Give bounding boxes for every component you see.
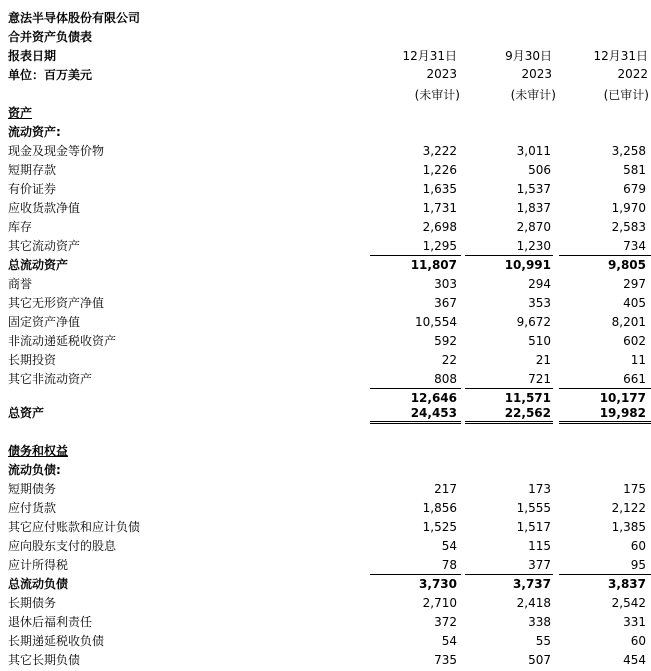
table-row	[0, 537, 651, 556]
cell-value: 95	[630, 558, 646, 572]
cell-value: 1,970	[611, 201, 646, 215]
cell-value: 55	[535, 634, 551, 648]
unit-label: 单位：百万美元	[8, 68, 93, 82]
row-label: 其它应付账款和应计负债	[8, 520, 141, 534]
cell-value: 10,991	[504, 258, 551, 272]
subtotal-rule	[370, 388, 461, 389]
cell-value: 592	[434, 334, 457, 348]
row-label: 短期债务	[8, 482, 57, 496]
row-label: 总流动资产	[8, 258, 69, 272]
cell-value: 1,555	[516, 501, 551, 515]
row-label: 应向股东支付的股息	[8, 539, 117, 553]
total-rule	[559, 574, 651, 575]
col3-year: 2022	[617, 67, 648, 81]
cell-value: 2,542	[611, 596, 646, 610]
cell-value: 1,226	[422, 163, 457, 177]
cell-value: 735	[434, 653, 457, 667]
cell-value: 303	[434, 277, 457, 291]
subtotal-rule	[559, 388, 651, 389]
cell-value: 3,737	[513, 577, 551, 591]
col1-year: 2023	[426, 67, 457, 81]
grand-total-rule	[370, 423, 461, 424]
cell-value: 507	[528, 653, 551, 667]
grand-total-rule	[559, 423, 651, 424]
section-header	[0, 104, 651, 123]
cell-value: 721	[528, 372, 551, 386]
row-label: 长期投资	[8, 353, 57, 367]
col1-status: (未审计)	[414, 88, 460, 102]
col1-date: 12月31日	[402, 49, 457, 63]
cell-value: 3,837	[608, 577, 646, 591]
cell-value: 372	[434, 615, 457, 629]
cell-value: 294	[528, 277, 551, 291]
row-label: 短期存款	[8, 163, 57, 177]
row-label: 其它长期负债	[8, 653, 81, 667]
table-row	[0, 575, 651, 594]
table-row	[0, 161, 651, 180]
cell-value: 1,517	[516, 520, 551, 534]
row-label: 退休后福利责任	[8, 615, 93, 629]
col2-date: 9月30日	[505, 49, 552, 63]
cell-value: 510	[528, 334, 551, 348]
subsection-header	[0, 123, 651, 142]
cell-value: 19,982	[599, 406, 646, 420]
cell-value: 2,583	[611, 220, 646, 234]
grand-total-rule	[370, 421, 461, 422]
col3-status: (已审计)	[603, 88, 649, 102]
row-label: 库存	[8, 220, 33, 234]
cell-value: 2,122	[611, 501, 646, 515]
cell-value: 602	[623, 334, 646, 348]
cell-value: 1,230	[516, 239, 551, 253]
table-row	[0, 256, 651, 275]
cell-value: 3,730	[419, 577, 457, 591]
cell-value: 1,837	[516, 201, 551, 215]
cell-value: 9,805	[608, 258, 646, 272]
row-label: 应付货款	[8, 501, 57, 515]
grand-total-rule	[465, 423, 553, 424]
total-rule	[465, 255, 553, 256]
company-name: 意法半导体股份有限公司	[8, 11, 141, 25]
table-row	[0, 594, 651, 613]
cell-value: 115	[528, 539, 551, 553]
cell-value: 661	[623, 372, 646, 386]
cell-value: 1,635	[422, 182, 457, 196]
table-row	[0, 237, 651, 256]
table-row	[0, 556, 651, 575]
row-label: 其它无形资产净值	[8, 296, 105, 310]
row-label: 债务和权益	[8, 444, 69, 458]
cell-value: 581	[623, 163, 646, 177]
row-label: 总流动负债	[8, 577, 69, 591]
cell-value: 297	[623, 277, 646, 291]
cell-value: 9,672	[516, 315, 551, 329]
row-label: 资产	[8, 106, 33, 120]
total-rule	[370, 574, 461, 575]
cell-value: 405	[623, 296, 646, 310]
cell-value: 338	[528, 615, 551, 629]
cell-value: 3,222	[422, 144, 457, 158]
cell-value: 11,807	[410, 258, 457, 272]
cell-value: 22	[441, 353, 457, 367]
row-label: 商誉	[8, 277, 33, 291]
table-row	[0, 332, 651, 351]
cell-value: 2,870	[516, 220, 551, 234]
row-label: 其它流动资产	[8, 239, 81, 253]
cell-value: 78	[441, 558, 457, 572]
cell-value: 3,258	[611, 144, 646, 158]
col2-year: 2023	[521, 67, 552, 81]
subsection-header	[0, 461, 651, 480]
cell-value: 1,385	[611, 520, 646, 534]
row-label: 长期债务	[8, 596, 57, 610]
cell-value: 175	[623, 482, 646, 496]
cell-value: 367	[434, 296, 457, 310]
table-row	[0, 480, 651, 499]
cell-value: 11	[630, 353, 646, 367]
table-row	[0, 499, 651, 518]
cell-value: 1,856	[422, 501, 457, 515]
cell-value: 808	[434, 372, 457, 386]
row-label: 应收货款净值	[8, 201, 81, 215]
row-label: 非流动递延税收资产	[8, 334, 117, 348]
report-date-label: 报表日期	[8, 49, 57, 63]
col3-date: 12月31日	[593, 49, 648, 63]
cell-value: 506	[528, 163, 551, 177]
cell-value: 1,537	[516, 182, 551, 196]
row-label: 长期递延税收负债	[8, 634, 105, 648]
cell-value: 11,571	[504, 391, 551, 405]
table-row	[0, 518, 651, 537]
cell-value: 679	[623, 182, 646, 196]
row-label: 有价证券	[8, 182, 57, 196]
cell-value: 1,295	[422, 239, 457, 253]
row-label: 流动负债:	[8, 463, 61, 477]
cell-value: 1,525	[422, 520, 457, 534]
table-row	[0, 199, 651, 218]
cell-value: 173	[528, 482, 551, 496]
cell-value: 10,554	[415, 315, 457, 329]
subtotal-rule	[465, 388, 553, 389]
row-label: 应计所得税	[8, 558, 69, 572]
section-header	[0, 442, 651, 461]
cell-value: 8,201	[611, 315, 646, 329]
row-label: 其它非流动资产	[8, 372, 93, 386]
table-row	[0, 218, 651, 237]
total-rule	[370, 255, 461, 256]
table-row	[0, 180, 651, 199]
cell-value: 22,562	[504, 406, 551, 420]
cell-value: 54	[441, 634, 457, 648]
total-rule	[465, 574, 553, 575]
row-label: 总资产	[8, 406, 45, 420]
cell-value: 2,418	[516, 596, 551, 610]
table-row	[0, 632, 651, 651]
grand-total-rule	[465, 421, 553, 422]
total-rule	[559, 255, 651, 256]
cell-value: 217	[434, 482, 457, 496]
cell-value: 2,698	[422, 220, 457, 234]
cell-value: 60	[630, 634, 646, 648]
table-row	[0, 404, 651, 423]
table-row	[0, 313, 651, 332]
cell-value: 331	[623, 615, 646, 629]
cell-value: 2,710	[422, 596, 457, 610]
cell-value: 454	[623, 653, 646, 667]
cell-value: 10,177	[599, 391, 646, 405]
table-row	[0, 294, 651, 313]
table-row	[0, 351, 651, 370]
table-row	[0, 651, 651, 670]
grand-total-rule	[559, 421, 651, 422]
cell-value: 3,011	[516, 144, 551, 158]
statement-title: 合并资产负债表	[8, 30, 93, 44]
cell-value: 377	[528, 558, 551, 572]
table-row	[0, 142, 651, 161]
row-label: 固定资产净值	[8, 315, 81, 329]
cell-value: 353	[528, 296, 551, 310]
row-label: 流动资产:	[8, 125, 61, 139]
cell-value: 1,731	[422, 201, 457, 215]
table-row	[0, 613, 651, 632]
cell-value: 734	[623, 239, 646, 253]
col2-status: (未审计)	[510, 88, 556, 102]
cell-value: 60	[630, 539, 646, 553]
row-label: 现金及现金等价物	[8, 144, 105, 158]
table-row	[0, 275, 651, 294]
table-row	[0, 370, 651, 389]
cell-value: 54	[441, 539, 457, 553]
cell-value: 21	[535, 353, 551, 367]
cell-value: 24,453	[410, 406, 457, 420]
cell-value: 12,646	[410, 391, 457, 405]
